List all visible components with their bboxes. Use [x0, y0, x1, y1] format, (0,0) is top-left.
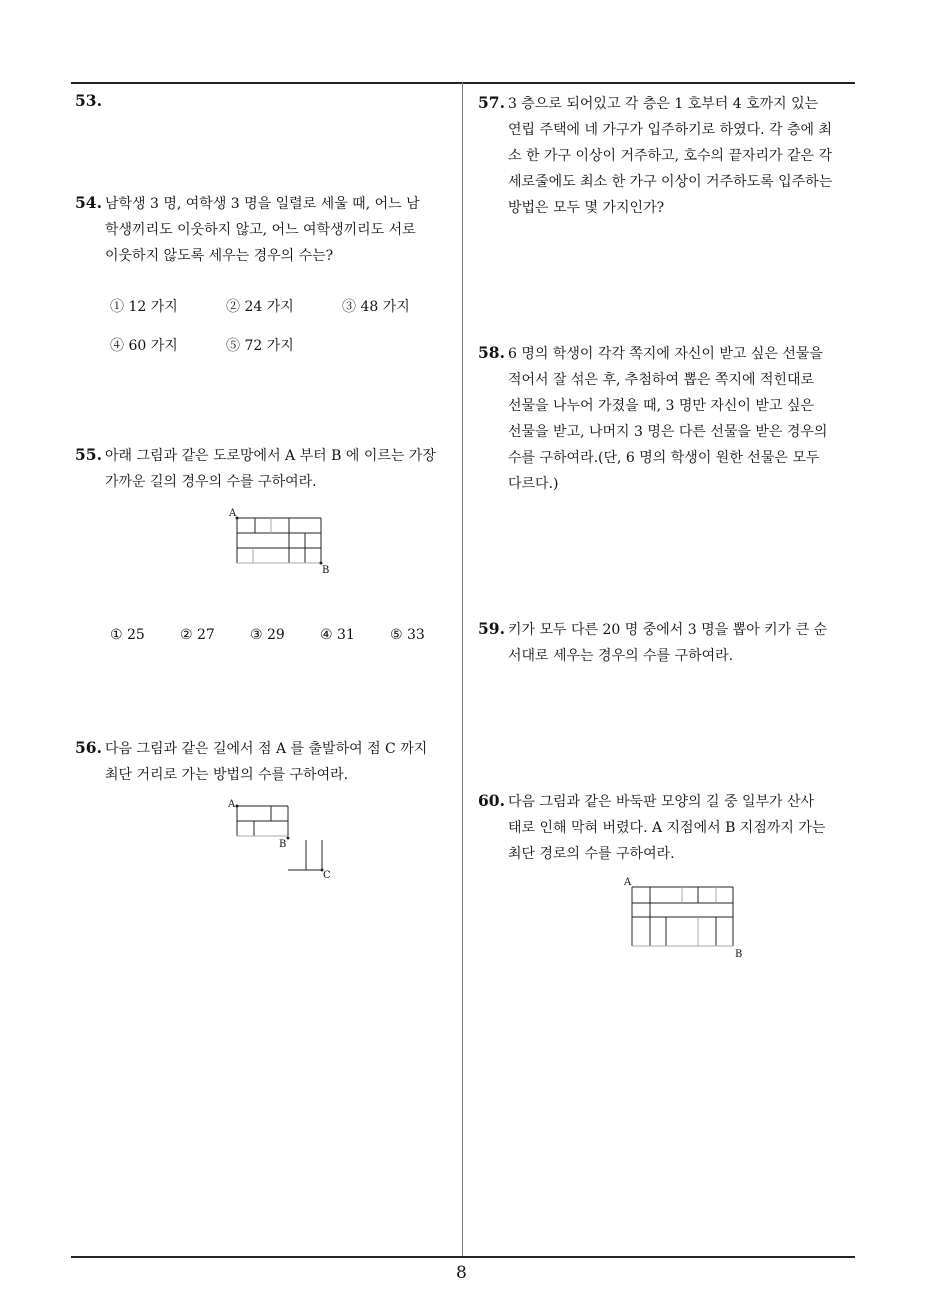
question-text: 키가 모두 다른 20 명 중에서 3 명을 뽑아 키가 큰 순 [507, 622, 828, 638]
question-text: 다음 그림과 같은 길에서 점 A 를 출발하여 점 C 까지 [104, 741, 428, 757]
choice-2: ② 27 [180, 627, 215, 643]
question-text: 3 층으로 되어있고 각 층은 1 호부터 4 호까지 있는 [507, 96, 819, 112]
choice-3: ③ 29 [250, 627, 285, 643]
point-b-label: B [279, 839, 287, 850]
choice-1: ① 25 [110, 627, 145, 643]
choice-4: ④ 60 가지 [110, 338, 178, 354]
choice-5: ⑤ 33 [390, 627, 425, 643]
question-57 [478, 90, 832, 221]
question-text: 연립 주택에 네 가구가 입주하기로 하였다. 각 층에 최 [508, 122, 833, 138]
question-60 [478, 788, 825, 867]
question-56 [75, 735, 427, 788]
path-figure [226, 796, 336, 880]
question-text: 서대로 세우는 경우의 수를 구하여라. [508, 648, 734, 664]
question-text: 남학생 3 명, 여학생 3 명을 일렬로 세울 때, 어느 남 [104, 196, 420, 212]
question-text: 다음 그림과 같은 바둑판 모양의 길 중 일부가 산사 [507, 794, 815, 810]
question-59 [478, 616, 827, 669]
question-text: 학생끼리도 이웃하지 않고, 어느 여학생끼리도 서로 [105, 222, 416, 238]
blocked-grid-figure [620, 874, 750, 962]
question-number: 53. [75, 91, 102, 110]
question-text: 가까운 길의 경우의 수를 구하여라. [105, 474, 317, 490]
question-text: 최단 거리로 가는 방법의 수를 구하여라. [105, 767, 349, 783]
question-number: 60. [478, 791, 505, 810]
choice-5: ⑤ 72 가지 [226, 338, 294, 354]
question-text: 최단 경로의 수를 구하여라. [508, 846, 675, 862]
question-number: 54. [75, 193, 102, 212]
column-divider [462, 82, 463, 1257]
question-text: 아래 그림과 같은 도로망에서 A 부터 B 에 이르는 가장 [104, 448, 436, 464]
question-number: 55. [75, 445, 102, 464]
point-b-label: B [735, 949, 743, 960]
question-number: 57. [478, 93, 505, 112]
choice-1: ① 12 가지 [110, 299, 178, 315]
question-text: 선물을 나누어 가졌을 때, 3 명만 자신이 받고 싶은 [508, 398, 814, 414]
question-text: 이웃하지 않도록 세우는 경우의 수는? [105, 248, 334, 264]
question-number: 58. [478, 343, 505, 362]
question-53 [75, 88, 105, 115]
question-text: 태로 인해 막혀 버렸다. A 지점에서 B 지점까지 가는 [508, 820, 826, 836]
question-text: 소 한 가구 이상이 거주하고, 호수의 끝자리가 같은 각 [508, 148, 833, 164]
question-number: 56. [75, 738, 102, 757]
road-grid-figure [226, 506, 336, 578]
question-text: 선물을 받고, 나머지 3 명은 다른 선물을 받은 경우의 [508, 424, 828, 440]
question-number: 59. [478, 619, 505, 638]
point-b-label: B [322, 565, 330, 576]
choice-4: ④ 31 [320, 627, 355, 643]
choice-3: ③ 48 가지 [342, 299, 410, 315]
question-text: 적어서 잘 섞은 후, 추첨하여 뽑은 쪽지에 적힌대로 [508, 372, 815, 388]
point-a-label: A [229, 508, 237, 519]
question-54 [75, 190, 420, 269]
question-text: 세로줄에도 최소 한 가구 이상이 거주하도록 입주하는 [508, 174, 833, 190]
point-a-label: A [624, 877, 632, 888]
top-rule [71, 82, 855, 84]
question-text: 수를 구하여라.(단, 6 명의 학생이 원한 선물은 모두 [508, 450, 820, 466]
choice-2: ② 24 가지 [226, 299, 294, 315]
bottom-rule [71, 1256, 855, 1258]
question-text: 방법은 모두 몇 가지인가? [508, 200, 665, 216]
point-a-label: A [228, 799, 236, 810]
question-text: 다르다.) [508, 476, 559, 492]
question-55 [75, 442, 436, 495]
question-text: 6 명의 학생이 각각 쪽지에 자신이 받고 싶은 선물을 [507, 346, 823, 362]
point-c-label: C [323, 870, 331, 880]
page-number: 8 [456, 1263, 467, 1283]
question-58 [478, 340, 827, 497]
